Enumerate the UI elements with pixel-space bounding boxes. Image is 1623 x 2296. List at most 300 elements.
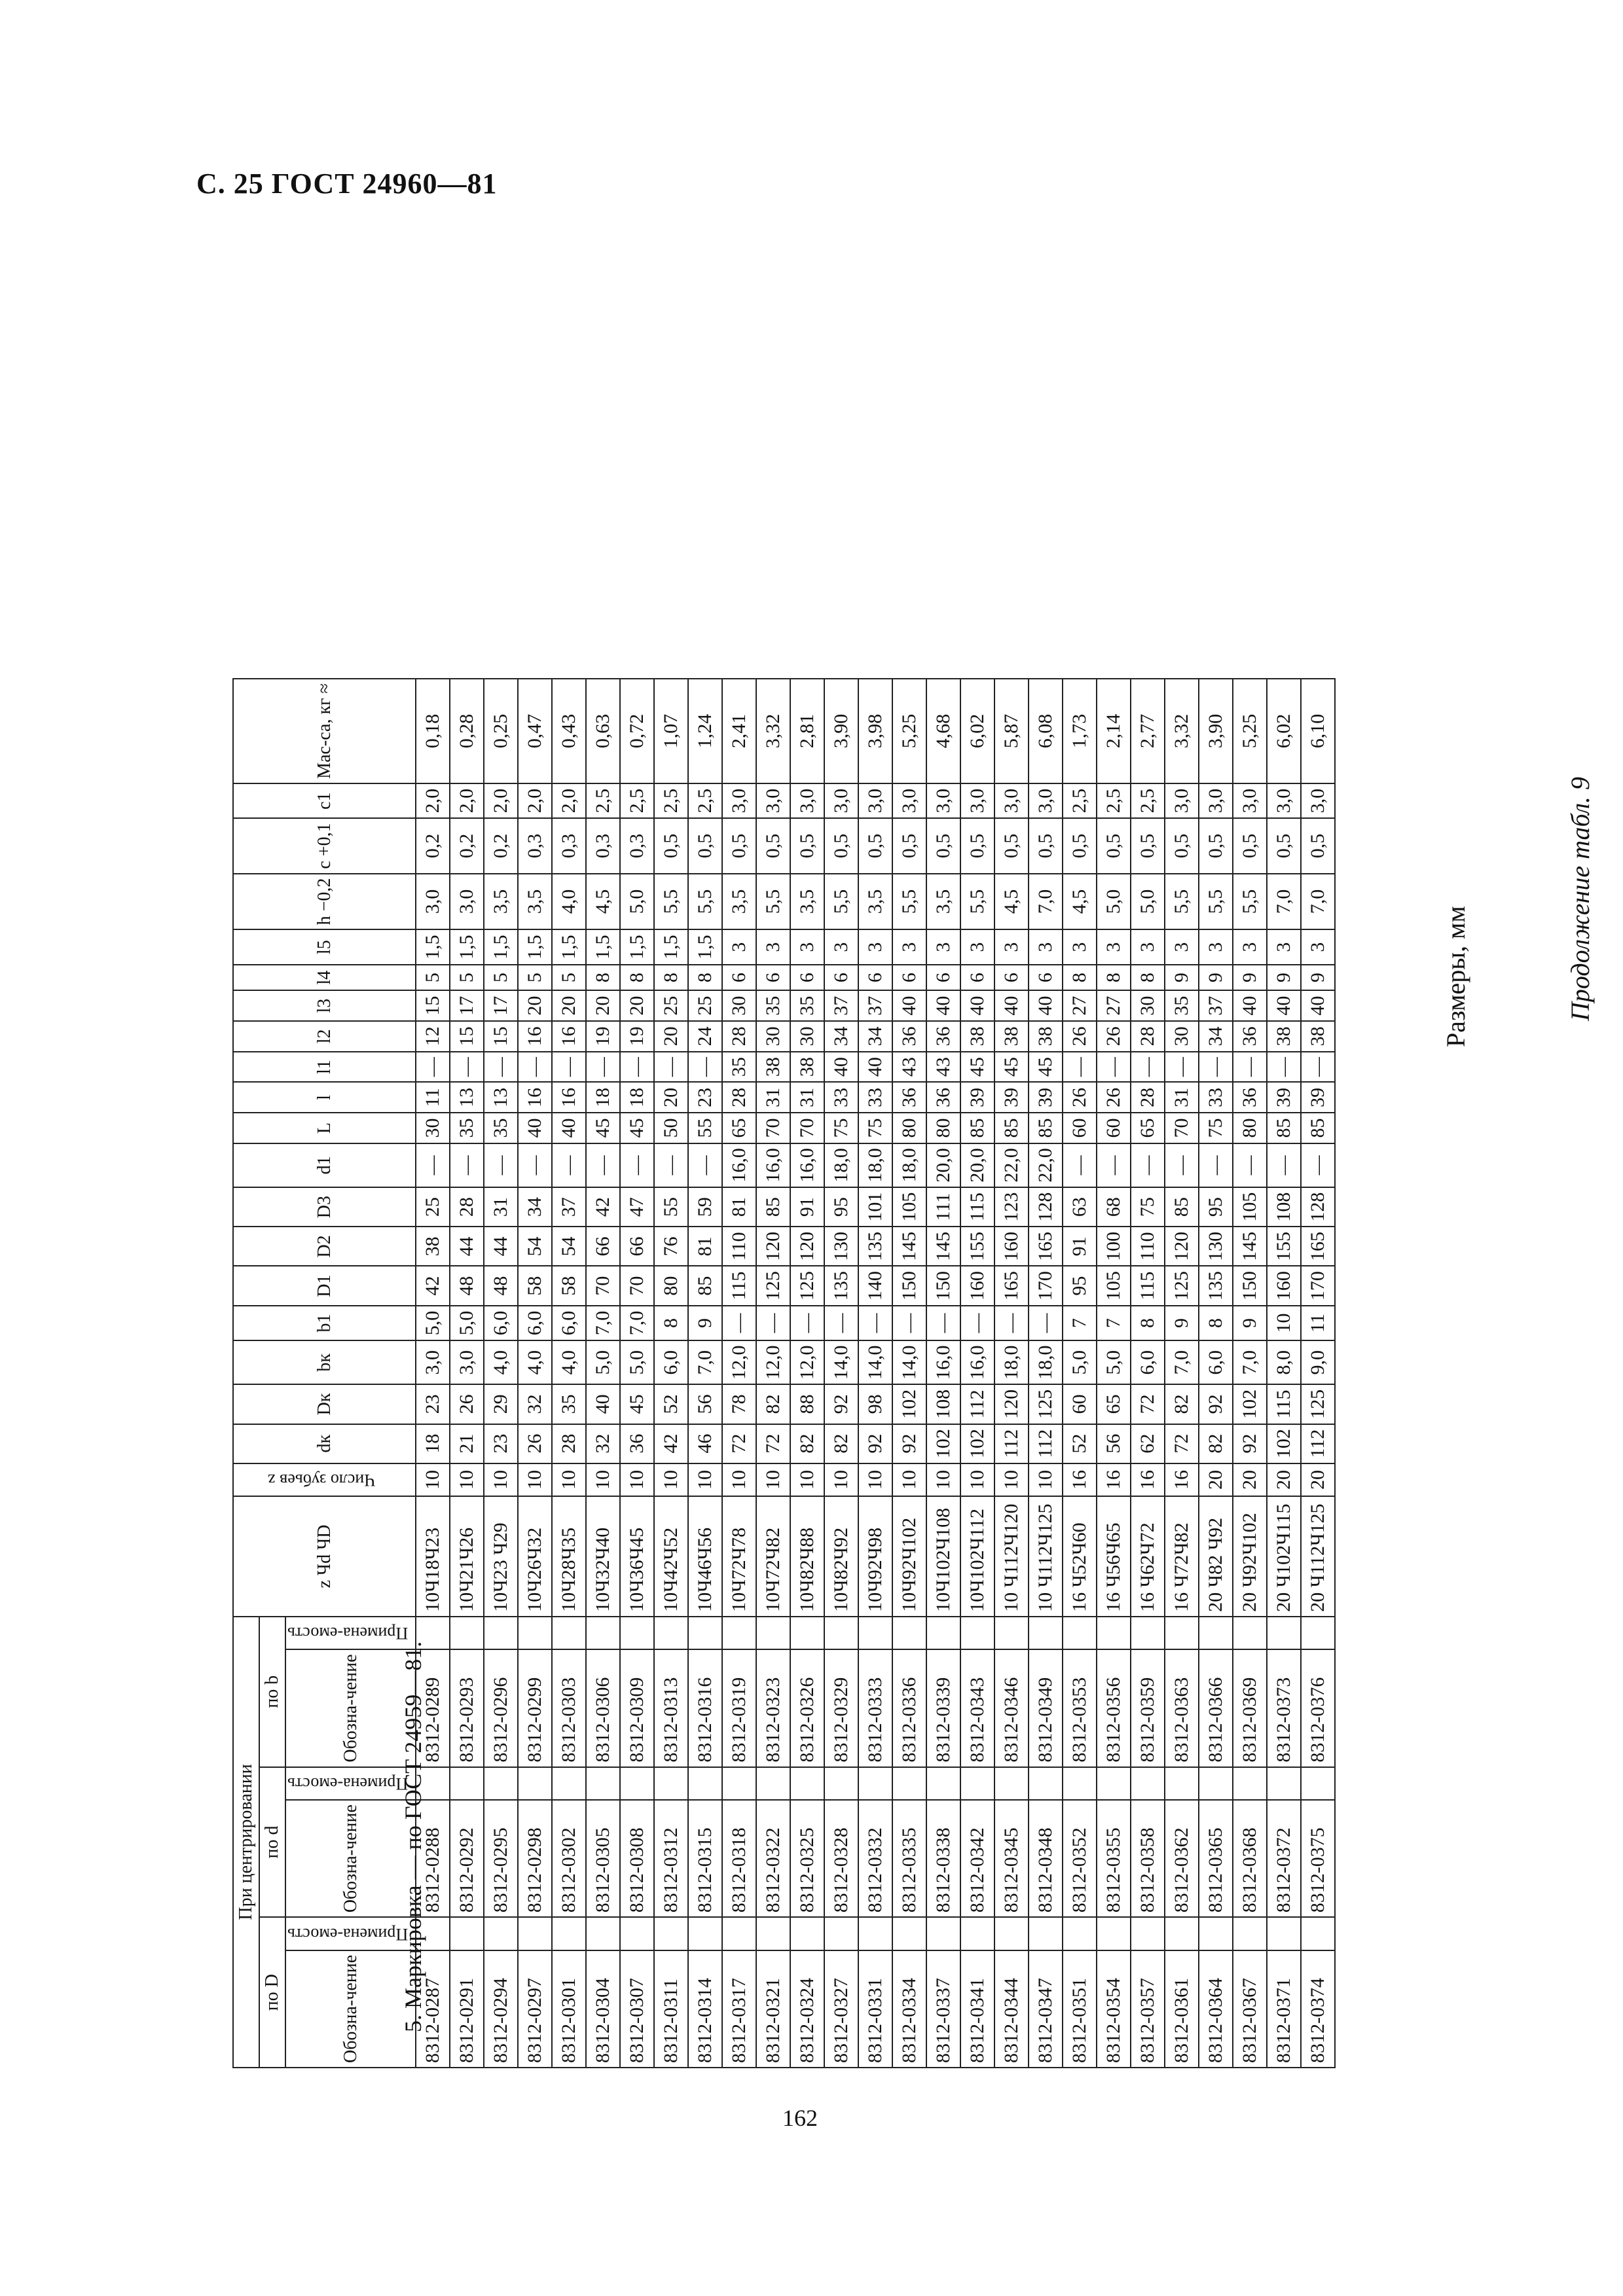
cell-value: 0,43 bbox=[552, 679, 586, 783]
cell-designation-d: 8312-0352 bbox=[1063, 1800, 1097, 1917]
cell-value: 18 bbox=[586, 1082, 620, 1113]
cell-designation-D: 8312-0311 bbox=[654, 1950, 688, 2068]
cell-value: 165 bbox=[1029, 1227, 1063, 1266]
cell-value: 130 bbox=[824, 1227, 858, 1266]
cell-value: 3,32 bbox=[756, 679, 790, 783]
cell-value: 5,5 bbox=[756, 874, 790, 930]
cell-value: 4,5 bbox=[1063, 874, 1097, 930]
cell-value: 112 bbox=[1029, 1424, 1063, 1463]
cell-value: 38 bbox=[994, 1021, 1029, 1052]
cell-value: 10 bbox=[518, 1463, 552, 1496]
cell-value: 28 bbox=[722, 1082, 756, 1113]
cell-value: 16,0 bbox=[790, 1143, 824, 1187]
cell-value: 120 bbox=[756, 1227, 790, 1266]
cell-value: — bbox=[722, 1306, 756, 1341]
cell-designation-d: 8312-0365 bbox=[1199, 1800, 1233, 1917]
cell-designation-b: 8312-0359 bbox=[1131, 1649, 1165, 1767]
cell-designation-d: 8312-0288 bbox=[416, 1800, 450, 1917]
cell-value: 5,0 bbox=[450, 1306, 484, 1341]
cell-value: 34 bbox=[1199, 1021, 1233, 1052]
cell-application-D bbox=[450, 1917, 484, 1950]
cell-application-b bbox=[654, 1617, 688, 1650]
cell-value: 16,0 bbox=[756, 1143, 790, 1187]
cell-value: 27 bbox=[1097, 990, 1131, 1021]
cell-application-b bbox=[1165, 1617, 1199, 1650]
col-header-dk: dк bbox=[233, 1424, 416, 1463]
cell-value: 85 bbox=[1267, 1113, 1301, 1143]
cell-value: 40 bbox=[1029, 990, 1063, 1021]
cell-designation-b: 8312-0336 bbox=[892, 1649, 926, 1767]
cell-value: 3 bbox=[1131, 929, 1165, 965]
cell-value: 165 bbox=[1301, 1227, 1335, 1266]
table-row bbox=[1063, 679, 1097, 2068]
cell-value: 80 bbox=[654, 1266, 688, 1305]
cell-application-b bbox=[1097, 1617, 1131, 1650]
cell-value: 20 bbox=[654, 1021, 688, 1052]
cell-value: 0,28 bbox=[450, 679, 484, 783]
cell-value: 9 bbox=[1267, 965, 1301, 990]
cell-value: 125 bbox=[1301, 1384, 1335, 1424]
cell-value: 37 bbox=[1199, 990, 1233, 1021]
cell-value: 8 bbox=[586, 965, 620, 990]
cell-value: 0,5 bbox=[926, 818, 960, 873]
cell-value: 3 bbox=[1097, 929, 1131, 965]
cell-value: 16 bbox=[518, 1021, 552, 1052]
cell-value: 38 bbox=[960, 1021, 994, 1052]
cell-value: 70 bbox=[1165, 1113, 1199, 1143]
spline-table-rotated bbox=[232, 678, 1336, 2068]
cell-value: 40 bbox=[994, 990, 1029, 1021]
cell-value: 5 bbox=[484, 965, 518, 990]
cell-value: 9,0 bbox=[1301, 1340, 1335, 1384]
cell-value: 8 bbox=[654, 1306, 688, 1341]
table-body bbox=[416, 679, 1335, 2068]
cell-value: 28 bbox=[552, 1424, 586, 1463]
table-header bbox=[233, 679, 416, 2068]
cell-designation-D: 8312-0287 bbox=[416, 1950, 450, 2068]
cell-designation-D: 8312-0334 bbox=[892, 1950, 926, 2068]
cell-value: 20 bbox=[620, 990, 654, 1021]
cell-value: 105 bbox=[892, 1187, 926, 1227]
cell-designation-b: 8312-0353 bbox=[1063, 1649, 1097, 1767]
cell-value: 10Ч46Ч56 bbox=[688, 1496, 722, 1617]
cell-designation-b: 8312-0309 bbox=[620, 1649, 654, 1767]
cell-value: 6,02 bbox=[960, 679, 994, 783]
cell-value: 30 bbox=[1165, 1021, 1199, 1052]
cell-application-d bbox=[824, 1767, 858, 1801]
cell-application-d bbox=[1199, 1767, 1233, 1801]
cell-value: 3 bbox=[892, 929, 926, 965]
cell-value: 1,5 bbox=[654, 929, 688, 965]
cell-value: 40 bbox=[1267, 990, 1301, 1021]
cell-value: 155 bbox=[960, 1227, 994, 1266]
cell-value: 10Ч26Ч32 bbox=[518, 1496, 552, 1617]
cell-value: 40 bbox=[960, 990, 994, 1021]
cell-value: 59 bbox=[688, 1187, 722, 1227]
cell-designation-d: 8312-0372 bbox=[1267, 1800, 1301, 1917]
cell-value: 145 bbox=[892, 1227, 926, 1266]
cell-value: 10Ч72Ч78 bbox=[722, 1496, 756, 1617]
cell-value: 45 bbox=[1029, 1052, 1063, 1083]
cell-value: — bbox=[450, 1052, 484, 1083]
table-row bbox=[1165, 679, 1199, 2068]
cell-value: 39 bbox=[994, 1082, 1029, 1113]
cell-designation-b: 8312-0293 bbox=[450, 1649, 484, 1767]
sub-header-by-D: по D bbox=[259, 1917, 285, 2068]
cell-application-b bbox=[722, 1617, 756, 1650]
cell-value: 2,0 bbox=[416, 783, 450, 819]
cell-value: 123 bbox=[994, 1187, 1029, 1227]
cell-value: 24 bbox=[688, 1021, 722, 1052]
cell-value: 10 bbox=[892, 1463, 926, 1496]
cell-application-d bbox=[926, 1767, 960, 1801]
cell-value: 0,63 bbox=[586, 679, 620, 783]
table-row bbox=[1199, 679, 1233, 2068]
cell-value: 56 bbox=[1097, 1424, 1131, 1463]
cell-value: 10Ч92Ч102 bbox=[892, 1496, 926, 1617]
cell-value: 10 bbox=[824, 1463, 858, 1496]
cell-application-D bbox=[994, 1917, 1029, 1950]
cell-value: 38 bbox=[1301, 1021, 1335, 1052]
cell-value: 81 bbox=[688, 1227, 722, 1266]
dimensions-caption: Размеры, мм bbox=[1441, 906, 1470, 1047]
cell-application-D bbox=[722, 1917, 756, 1950]
cell-designation-D: 8312-0324 bbox=[790, 1950, 824, 2068]
cell-designation-b: 8312-0366 bbox=[1199, 1649, 1233, 1767]
cell-designation-d: 8312-0348 bbox=[1029, 1800, 1063, 1917]
col-header-L: L bbox=[233, 1113, 416, 1143]
cell-value: 36 bbox=[1233, 1082, 1267, 1113]
cell-value: 112 bbox=[1301, 1424, 1335, 1463]
cell-value: 115 bbox=[722, 1266, 756, 1305]
cell-value: — bbox=[620, 1052, 654, 1083]
cell-value: 6,0 bbox=[1131, 1340, 1165, 1384]
cell-designation-D: 8312-0367 bbox=[1233, 1950, 1267, 2068]
cell-value: 16 bbox=[1131, 1463, 1165, 1496]
cell-value: 42 bbox=[416, 1266, 450, 1305]
cell-value: — bbox=[1063, 1143, 1097, 1187]
cell-value: 0,5 bbox=[1199, 818, 1233, 873]
cell-value: 18,0 bbox=[994, 1340, 1029, 1384]
cell-value: 0,5 bbox=[1301, 818, 1335, 873]
cell-value: 44 bbox=[484, 1227, 518, 1266]
cell-value: 0,5 bbox=[824, 818, 858, 873]
cell-value: 15 bbox=[484, 1021, 518, 1052]
cell-application-b bbox=[1301, 1617, 1335, 1650]
col-header-designation-b: Обозна-чение bbox=[285, 1649, 416, 1767]
cell-value: 0,3 bbox=[552, 818, 586, 873]
cell-value: 31 bbox=[1165, 1082, 1199, 1113]
cell-value: 25 bbox=[654, 990, 688, 1021]
cell-value: 3,0 bbox=[450, 874, 484, 930]
cell-value: 160 bbox=[960, 1266, 994, 1305]
cell-value: 8 bbox=[1131, 1306, 1165, 1341]
cell-value: 1,5 bbox=[586, 929, 620, 965]
cell-value: 16 Ч56Ч65 bbox=[1097, 1496, 1131, 1617]
cell-value: 37 bbox=[824, 990, 858, 1021]
cell-value: — bbox=[1267, 1143, 1301, 1187]
cell-value: 2,5 bbox=[654, 783, 688, 819]
cell-value: 160 bbox=[1267, 1266, 1301, 1305]
cell-value: 82 bbox=[756, 1384, 790, 1424]
cell-designation-D: 8312-0357 bbox=[1131, 1950, 1165, 2068]
cell-value: 10Ч32Ч40 bbox=[586, 1496, 620, 1617]
cell-value: 29 bbox=[484, 1384, 518, 1424]
cell-value: 4,5 bbox=[586, 874, 620, 930]
cell-value: 3,0 bbox=[1165, 783, 1199, 819]
cell-application-D bbox=[1063, 1917, 1097, 1950]
cell-value: 6 bbox=[756, 965, 790, 990]
cell-value: 20 Ч102Ч115 bbox=[1267, 1496, 1301, 1617]
cell-value: — bbox=[1029, 1306, 1063, 1341]
cell-value: — bbox=[688, 1052, 722, 1083]
cell-value: 12,0 bbox=[722, 1340, 756, 1384]
cell-value: 40 bbox=[824, 1052, 858, 1083]
table-row bbox=[1267, 679, 1301, 2068]
cell-designation-D: 8312-0371 bbox=[1267, 1950, 1301, 2068]
cell-application-D bbox=[654, 1917, 688, 1950]
cell-designation-D: 8312-0307 bbox=[620, 1950, 654, 2068]
cell-value: 68 bbox=[1097, 1187, 1131, 1227]
cell-value: 65 bbox=[1131, 1113, 1165, 1143]
cell-value: 1,73 bbox=[1063, 679, 1097, 783]
cell-value: 8 bbox=[1199, 1306, 1233, 1341]
cell-value: 6,0 bbox=[1199, 1340, 1233, 1384]
cell-value: 1,24 bbox=[688, 679, 722, 783]
cell-value: 20 Ч112Ч125 bbox=[1301, 1496, 1335, 1617]
cell-value: — bbox=[892, 1306, 926, 1341]
cell-value: 39 bbox=[960, 1082, 994, 1113]
cell-designation-b: 8312-0323 bbox=[756, 1649, 790, 1767]
cell-value: — bbox=[1165, 1143, 1199, 1187]
cell-application-d bbox=[450, 1767, 484, 1801]
cell-value: 12,0 bbox=[790, 1340, 824, 1384]
cell-value: 31 bbox=[756, 1082, 790, 1113]
cell-value: 55 bbox=[688, 1113, 722, 1143]
cell-value: 60 bbox=[1097, 1113, 1131, 1143]
cell-value: 56 bbox=[688, 1384, 722, 1424]
cell-value: 3,0 bbox=[1199, 783, 1233, 819]
cell-value: 50 bbox=[654, 1113, 688, 1143]
cell-designation-D: 8312-0354 bbox=[1097, 1950, 1131, 2068]
cell-value: 3 bbox=[1165, 929, 1199, 965]
cell-value: 37 bbox=[858, 990, 892, 1021]
cell-value: 80 bbox=[1233, 1113, 1267, 1143]
cell-value: 3,98 bbox=[858, 679, 892, 783]
cell-value: 65 bbox=[722, 1113, 756, 1143]
cell-designation-d: 8312-0358 bbox=[1131, 1800, 1165, 1917]
cell-value: 10Ч92Ч98 bbox=[858, 1496, 892, 1617]
cell-value: 12,0 bbox=[756, 1340, 790, 1384]
cell-designation-b: 8312-0299 bbox=[518, 1649, 552, 1767]
cell-designation-D: 8312-0294 bbox=[484, 1950, 518, 2068]
cell-designation-b: 8312-0303 bbox=[552, 1649, 586, 1767]
cell-value: 10 bbox=[620, 1463, 654, 1496]
cell-application-b bbox=[790, 1617, 824, 1650]
col-header-l3: l3 bbox=[233, 990, 416, 1021]
cell-value: 12 bbox=[416, 1021, 450, 1052]
cell-value: — bbox=[1097, 1143, 1131, 1187]
cell-designation-d: 8312-0368 bbox=[1233, 1800, 1267, 1917]
cell-value: 0,5 bbox=[1029, 818, 1063, 873]
cell-value: 105 bbox=[1233, 1187, 1267, 1227]
cell-value: 10 bbox=[756, 1463, 790, 1496]
cell-value: 38 bbox=[756, 1052, 790, 1083]
col-header-d1: d1 bbox=[233, 1143, 416, 1187]
cell-value: 2,0 bbox=[552, 783, 586, 819]
cell-application-d bbox=[1301, 1767, 1335, 1801]
cell-value: 13 bbox=[484, 1082, 518, 1113]
cell-value: 20 bbox=[518, 990, 552, 1021]
table-row bbox=[756, 679, 790, 2068]
cell-value: — bbox=[790, 1306, 824, 1341]
cell-value: 19 bbox=[586, 1021, 620, 1052]
cell-value: 95 bbox=[1199, 1187, 1233, 1227]
cell-value: 70 bbox=[790, 1113, 824, 1143]
cell-value: 35 bbox=[552, 1384, 586, 1424]
cell-value: — bbox=[1301, 1052, 1335, 1083]
cell-designation-D: 8312-0321 bbox=[756, 1950, 790, 2068]
cell-value: 72 bbox=[1165, 1424, 1199, 1463]
cell-value: 92 bbox=[1199, 1384, 1233, 1424]
cell-value: 9 bbox=[1233, 965, 1267, 990]
cell-designation-D: 8312-0301 bbox=[552, 1950, 586, 2068]
cell-value: 58 bbox=[552, 1266, 586, 1305]
cell-value: 14,0 bbox=[892, 1340, 926, 1384]
cell-value: 23 bbox=[416, 1384, 450, 1424]
cell-value: 16 Ч62Ч72 bbox=[1131, 1496, 1165, 1617]
cell-designation-d: 8312-0295 bbox=[484, 1800, 518, 1917]
col-header-designation-d: Обозна-чение bbox=[285, 1800, 416, 1917]
cell-value: 0,5 bbox=[994, 818, 1029, 873]
cell-value: 0,5 bbox=[654, 818, 688, 873]
cell-value: 20 bbox=[1199, 1463, 1233, 1496]
cell-value: 43 bbox=[926, 1052, 960, 1083]
cell-value: 6,02 bbox=[1267, 679, 1301, 783]
cell-value: 16 bbox=[1097, 1463, 1131, 1496]
cell-value: 145 bbox=[926, 1227, 960, 1266]
cell-value: 16 Ч52Ч60 bbox=[1063, 1496, 1097, 1617]
cell-value: 108 bbox=[926, 1384, 960, 1424]
table-row bbox=[722, 679, 756, 2068]
cell-value: 2,5 bbox=[1063, 783, 1097, 819]
cell-value: 10 Ч112Ч120 bbox=[994, 1496, 1029, 1617]
cell-application-b bbox=[552, 1617, 586, 1650]
cell-value: 20 bbox=[1233, 1463, 1267, 1496]
cell-designation-d: 8312-0345 bbox=[994, 1800, 1029, 1917]
cell-value: — bbox=[416, 1143, 450, 1187]
table-row bbox=[1301, 679, 1335, 2068]
cell-value: 0,2 bbox=[416, 818, 450, 873]
cell-value: 82 bbox=[790, 1424, 824, 1463]
cell-value: 3,5 bbox=[858, 874, 892, 930]
cell-value: 125 bbox=[756, 1266, 790, 1305]
cell-value: 8 bbox=[688, 965, 722, 990]
cell-value: 3,5 bbox=[518, 874, 552, 930]
cell-value: 105 bbox=[1097, 1266, 1131, 1305]
cell-value: 85 bbox=[994, 1113, 1029, 1143]
cell-value: 5 bbox=[416, 965, 450, 990]
cell-value: 45 bbox=[994, 1052, 1029, 1083]
cell-designation-D: 8312-0291 bbox=[450, 1950, 484, 2068]
cell-value: 3,0 bbox=[858, 783, 892, 819]
cell-value: 9 bbox=[1199, 965, 1233, 990]
col-header-teeth bbox=[233, 1463, 416, 1496]
cell-value: 20 bbox=[552, 990, 586, 1021]
cell-value: — bbox=[1199, 1143, 1233, 1187]
cell-application-D bbox=[1233, 1917, 1267, 1950]
cell-value: 3 bbox=[960, 929, 994, 965]
cell-value: 0,5 bbox=[722, 818, 756, 873]
cell-value: 2,5 bbox=[620, 783, 654, 819]
cell-value: 39 bbox=[1267, 1082, 1301, 1113]
cell-value: 36 bbox=[892, 1021, 926, 1052]
cell-value: 20 bbox=[654, 1082, 688, 1113]
col-header-application-b-text: Примена-емость bbox=[287, 1624, 409, 1643]
cell-value: 33 bbox=[858, 1082, 892, 1113]
cell-value: 0,47 bbox=[518, 679, 552, 783]
cell-value: 15 bbox=[416, 990, 450, 1021]
cell-application-d bbox=[892, 1767, 926, 1801]
cell-application-D bbox=[892, 1917, 926, 1950]
col-header-teeth-text: Число зубьев z bbox=[268, 1470, 376, 1490]
cell-value: 5,0 bbox=[416, 1306, 450, 1341]
cell-value: 30 bbox=[790, 1021, 824, 1052]
cell-value: 16 bbox=[1165, 1463, 1199, 1496]
cell-value: 66 bbox=[620, 1227, 654, 1266]
cell-value: 10 bbox=[416, 1463, 450, 1496]
cell-value: 34 bbox=[824, 1021, 858, 1052]
cell-value: 75 bbox=[858, 1113, 892, 1143]
cell-designation-d: 8312-0302 bbox=[552, 1800, 586, 1917]
cell-value: 101 bbox=[858, 1187, 892, 1227]
cell-application-d bbox=[1029, 1767, 1063, 1801]
cell-value: 5,0 bbox=[620, 1340, 654, 1384]
table-row bbox=[620, 679, 654, 2068]
cell-designation-D: 8312-0327 bbox=[824, 1950, 858, 2068]
cell-value: 0,5 bbox=[1131, 818, 1165, 873]
cell-designation-d: 8312-0335 bbox=[892, 1800, 926, 1917]
cell-value: 3 bbox=[994, 929, 1029, 965]
cell-value: 5,5 bbox=[688, 874, 722, 930]
cell-value: 42 bbox=[586, 1187, 620, 1227]
cell-value: 40 bbox=[858, 1052, 892, 1083]
cell-value: 3,0 bbox=[1267, 783, 1301, 819]
cell-value: 35 bbox=[722, 1052, 756, 1083]
cell-value: 26 bbox=[1063, 1082, 1097, 1113]
cell-value: 3,0 bbox=[416, 1340, 450, 1384]
cell-application-D bbox=[858, 1917, 892, 1950]
cell-value: 120 bbox=[1165, 1227, 1199, 1266]
cell-designation-b: 8312-0319 bbox=[722, 1649, 756, 1767]
cell-value: — bbox=[654, 1143, 688, 1187]
cell-value: 3 bbox=[1301, 929, 1335, 965]
cell-value: 26 bbox=[518, 1424, 552, 1463]
cell-designation-d: 8312-0342 bbox=[960, 1800, 994, 1917]
cell-value: — bbox=[1301, 1143, 1335, 1187]
cell-value: 3 bbox=[1029, 929, 1063, 965]
cell-value: 3 bbox=[1199, 929, 1233, 965]
cell-value: 85 bbox=[756, 1187, 790, 1227]
cell-value: 5,0 bbox=[1131, 874, 1165, 930]
cell-application-d bbox=[722, 1767, 756, 1801]
cell-value: 25 bbox=[688, 990, 722, 1021]
cell-application-d bbox=[688, 1767, 722, 1801]
cell-value: 3,0 bbox=[1301, 783, 1335, 819]
cell-value: 16 bbox=[552, 1082, 586, 1113]
cell-value: 28 bbox=[1131, 1021, 1165, 1052]
cell-value: 6 bbox=[722, 965, 756, 990]
